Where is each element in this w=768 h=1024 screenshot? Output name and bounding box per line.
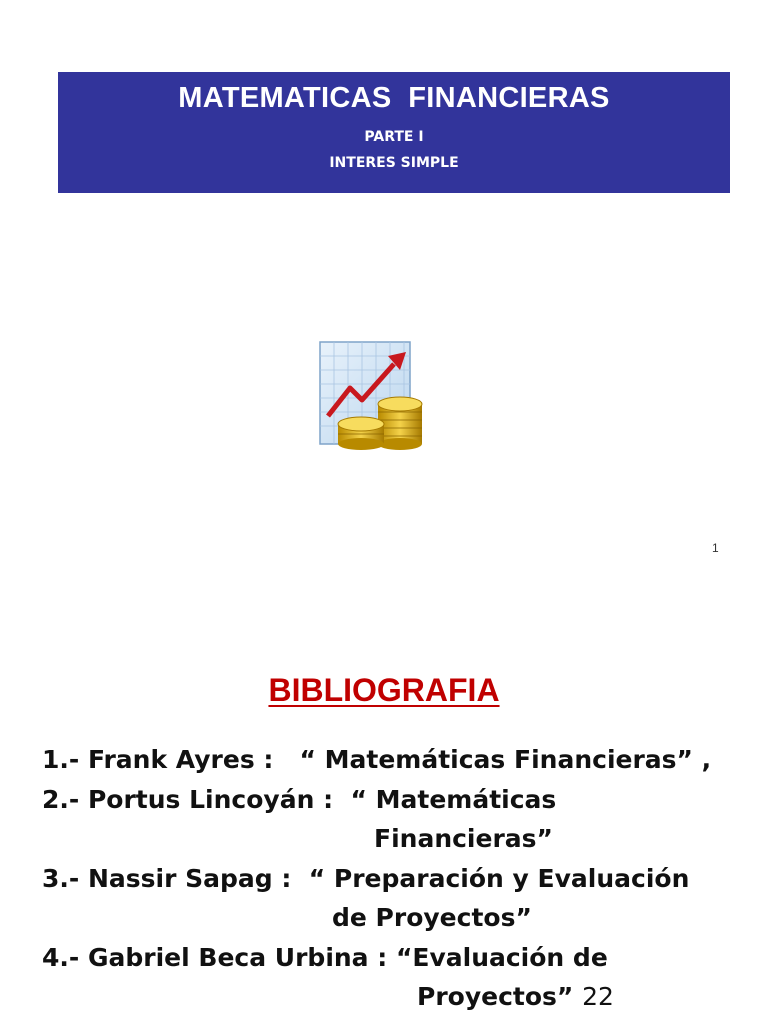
slide-subtitle-part: PARTE I: [364, 129, 424, 145]
bibliography-item-continuation: de Proyectos”: [332, 903, 532, 932]
slide-title: MATEMATICAS FINANCIERAS: [178, 82, 610, 114]
bibliography-item-text: Proyectos”: [417, 982, 574, 1011]
slide-2: [0, 630, 768, 1024]
bibliography-heading-text: BIBLIOGRAFIA: [268, 672, 500, 708]
bibliography-item: 3.- Nassir Sapag : “ Preparación y Evaluación: [42, 863, 690, 893]
bibliography-item-continuation: [42, 977, 742, 1017]
bibliography-item: 1.- Frank Ayres : “ Matemáticas Financieras” ,: [42, 745, 712, 774]
bibliography-item-continuation: Financieras”: [374, 824, 553, 853]
slide-page-number: 22: [582, 982, 614, 1011]
bibliography-heading: [0, 672, 768, 709]
slide-page-number: 1: [712, 541, 719, 555]
title-banner: [58, 72, 730, 193]
chart-coins-icon: [318, 340, 428, 452]
bibliography-list: [42, 740, 742, 1017]
slide-subtitle-topic: INTERES SIMPLE: [329, 155, 459, 171]
bibliography-item: 2.- Portus Lincoyán : “ Matemáticas: [42, 784, 557, 814]
bibliography-item: 4.- Gabriel Beca Urbina : “Evaluación de: [42, 942, 608, 972]
